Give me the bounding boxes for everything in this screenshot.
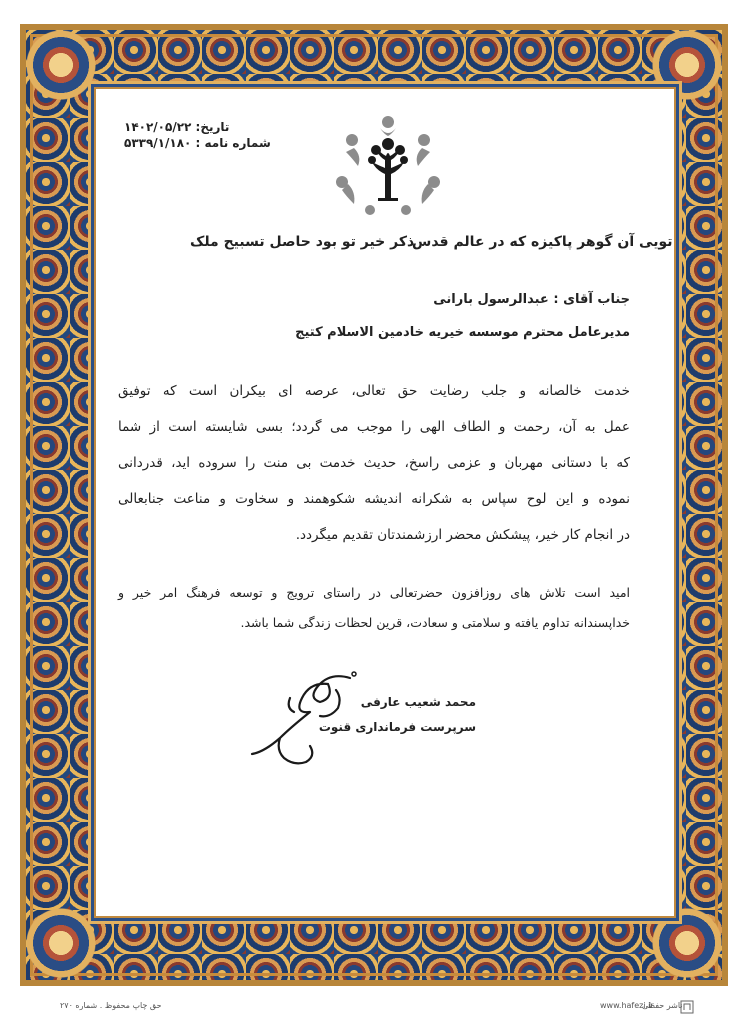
body-line: نموده و این لوح سپاس به شکرانه اندیشه شکوهمند و سخاوت و مناعت جنابعالی — [118, 491, 630, 507]
publisher-logo-icon — [680, 1000, 694, 1014]
frame-corner-ornament — [26, 908, 96, 978]
letter-number-label: شماره نامه : — [195, 136, 271, 150]
addressee-label: جناب آقای : — [553, 292, 630, 307]
body-line: خدمت خالصانه و جلب رضایت حق تعالی، عرصه ای بیکران است که توفیق — [118, 383, 630, 399]
charity-tree-logo-icon — [332, 112, 444, 218]
closing-line: امید است تلاش های روزافزون حضرتعالی در راستای ترویج و توسعه فرهنگ امر خیر و — [118, 585, 630, 600]
body-line: در انجام کار خیر، پیشکش محضر ارزشمندتان تقدیم میگردد. — [295, 527, 630, 543]
footer-website: www.hafezi.ir — [600, 1001, 654, 1010]
body-line: عمل به آن، رحمت و الطاف الهی را موجب می گردد؛ بسی شایسته است از شما — [118, 419, 630, 435]
frame-corner-ornament — [652, 908, 722, 978]
motto-part-1: تویی آن گوهر پاکیزه که در عالم قدس — [412, 234, 673, 250]
body-line: که با دستانی مهربان و عزمی راسخ، حدیث خدمت بی منت را سروده اید، قدردانی — [118, 455, 630, 471]
letter-number-line — [124, 135, 271, 151]
footer-publisher: ناشر حفظی — [642, 1001, 683, 1010]
frame-corner-ornament — [26, 30, 96, 100]
signer-name: محمد شعیب عارفی — [360, 695, 476, 709]
motto-part-2: ذکر خیر تو بود حاصل تسبیح ملک — [190, 234, 415, 250]
addressee-name: عبدالرسول بارانی — [433, 292, 549, 307]
date-label: تاریخ: — [195, 120, 230, 134]
closing-line: خداپسندانه تداوم یافته و سلامتی و سعادت، قرین لحظات زندگی شما باشد. — [240, 615, 630, 630]
letter-number-value: ۵۳۳۹/۱/۱۸۰ — [124, 136, 192, 150]
date-value: ۱۴۰۲/۰۵/۲۲ — [124, 120, 192, 134]
addressee-line — [433, 292, 630, 307]
signer-title: سرپرست فرمانداری قنوت — [318, 720, 476, 734]
footer-copyright: حق چاپ محفوظ . شماره ۲۷۰ — [60, 1001, 162, 1010]
date-line — [124, 119, 229, 135]
addressee-position: مدیرعامل محترم موسسه خیریه خادمین الاسلام کتیج — [295, 325, 630, 340]
